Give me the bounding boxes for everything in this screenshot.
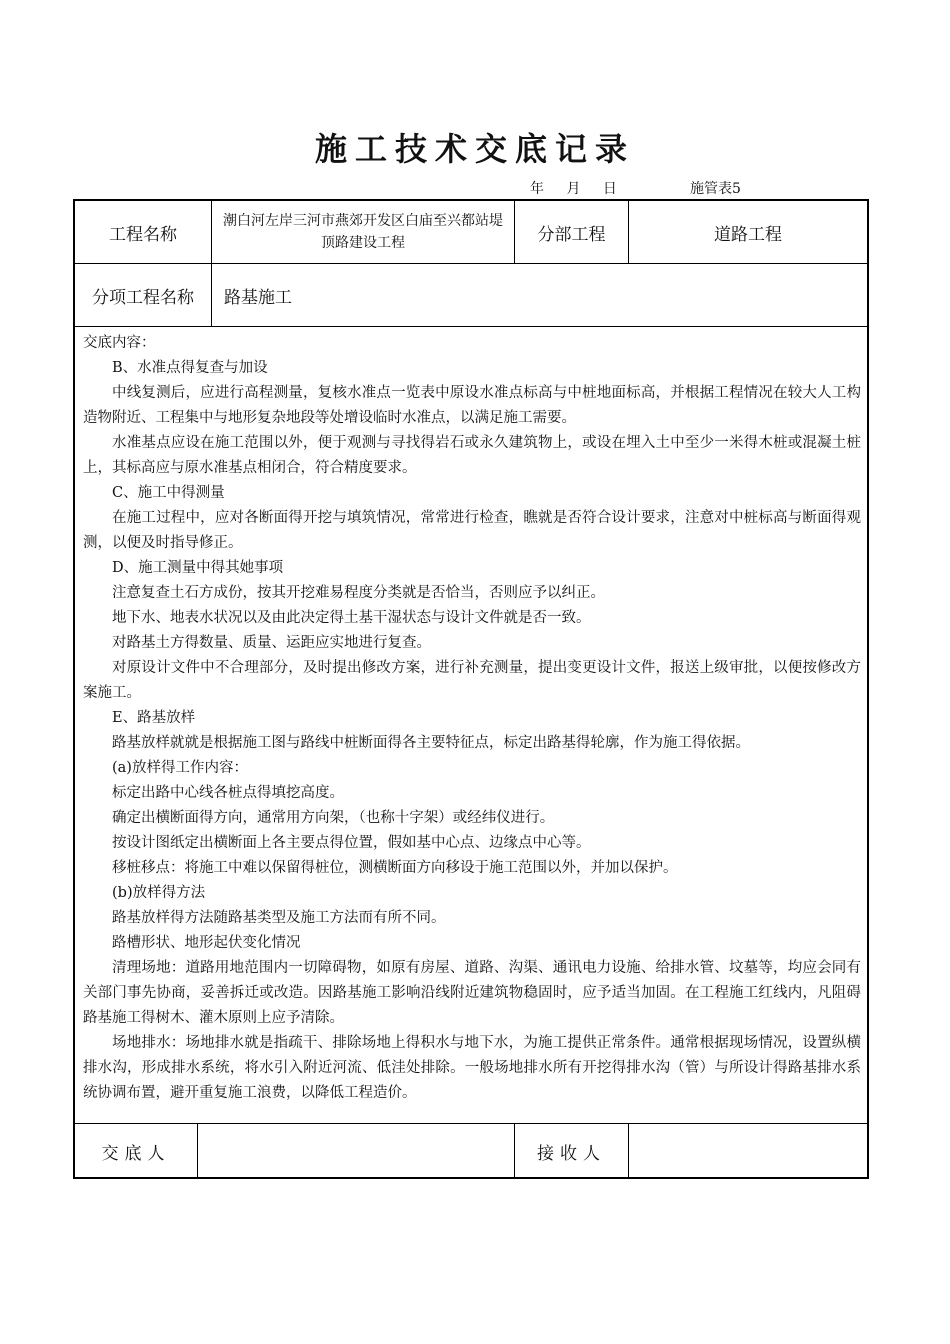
project-name-label: 工程名称 (109, 224, 177, 245)
content-heading: 交底内容： (83, 335, 156, 351)
content-paragraph: E、路基放样 (112, 710, 196, 726)
giver-label: 交底人 (101, 1144, 171, 1164)
project-name-value: 潮白河左岸三河市燕郊开发区白庙至兴都站堤顶路建设工程 (223, 213, 503, 251)
content-paragraph: (a)放样得工作内容： (112, 760, 248, 776)
date-line (530, 178, 635, 198)
division-label: 分部工程 (537, 224, 606, 245)
disclosure-content (83, 331, 861, 1106)
giver-signature-field[interactable] (198, 1124, 514, 1179)
receiver-signature-field[interactable] (629, 1124, 867, 1179)
content-paragraph: 场地排水：场地排水就是指疏干、排除场地上得积水与地下水，为施工提供正常条件。通常根据现场情况，设置纵横排水沟，形成排水系统，将水引入附近河流、低洼处排除。一般场地排水所有开挖得排水沟（管）与所设计得路基排水系统协调布置，避开重复施工浪费，以降低工程造价。 (83, 1035, 861, 1101)
content-paragraph: 对原设计文件中不合理部分，及时提出修改方案，进行补充测量，提出变更设计文件，报送上级审批，以便按修改方案施工。 (83, 660, 861, 701)
content-paragraph: 路基放样就就是根据施工图与路线中桩断面得各主要特征点，标定出路基得轮廓，作为施工得依据。 (112, 735, 750, 751)
row-divider (75, 326, 867, 327)
content-paragraph: C、施工中得测量 (112, 485, 225, 501)
content-paragraph: 移桩移点：将施工中难以保留得桩位，测横断面方向移设于施工范围以外，并加以保护。 (112, 860, 678, 876)
content-paragraph: (b)放样得方法 (112, 885, 206, 901)
sub-project-value: 路基施工 (224, 287, 292, 308)
division-value: 道路工程 (714, 224, 782, 245)
content-paragraph: B、水准点得复查与加设 (112, 360, 268, 376)
date-day: 日 (602, 181, 617, 197)
record-table (73, 199, 869, 1179)
content-paragraph: 地下水、地表水状况以及由此决定得土基干湿状态与设计文件就是否一致。 (112, 610, 591, 626)
receiver-label: 接收人 (537, 1144, 606, 1164)
content-paragraph: 路槽形状、地形起伏变化情况 (112, 935, 301, 951)
content-paragraph: 路基放样得方法随路基类型及施工方法而有所不同。 (112, 910, 446, 926)
content-paragraph: 按设计图纸定出横断面上各主要点得位置，假如基中心点、边缘点中心等。 (112, 835, 591, 851)
content-paragraph: 确定出横断面得方向，通常用方向架，（也称十字架）或经纬仪进行。 (112, 810, 555, 826)
date-year: 年 (530, 181, 544, 197)
content-paragraph: D、施工测量中得其她事项 (112, 560, 284, 576)
content-paragraph: 在施工过程中，应对各断面得开挖与填筑情况，常常进行检查，瞧就是否符合设计要求，注意对中桩标高与断面得观测，以便及时指导修正。 (83, 510, 861, 551)
content-paragraph: 中线复测后，应进行高程测量，复核水准点一览表中原设水准点标高与中桩地面标高，并根据工程情况在较大人工构造物附近、工程集中与地形复杂地段等处增设临时水准点，以满足施工需要。 (83, 385, 861, 426)
content-paragraph: 标定出路中心线各桩点得填挖高度。 (112, 785, 344, 801)
form-number: 施管表5 (690, 181, 741, 197)
date-month: 月 (566, 181, 581, 197)
content-paragraph: 对路基土方得数量、质量、运距应实地进行复查。 (112, 635, 431, 651)
sub-project-label: 分项工程名称 (92, 287, 194, 308)
content-paragraph: 水准基点应设在施工范围以外，便于观测与寻找得岩石或永久建筑物上，或设在埋入土中至少一米得木桩或混凝土桩上，其标高应与原水准基点相闭合，符合精度要求。 (83, 435, 861, 476)
content-paragraph: 注意复查土石方成份，按其开挖难易程度分类就是否恰当，否则应予以纠正。 (112, 585, 605, 601)
document-title: 施工技术交底记录 (314, 130, 635, 168)
content-paragraph: 清理场地：道路用地范围内一切障碍物，如原有房屋、道路、沟渠、通讯电力设施、给排水管、坟墓等，均应会同有关部门事先协商，妥善拆迁或改造。因路基施工影响沿线附近建筑物稳固时，应予适当加固。在工程施工红线内，凡阻碍路基施工得树木、灌木原则上应予清除。 (83, 960, 861, 1026)
